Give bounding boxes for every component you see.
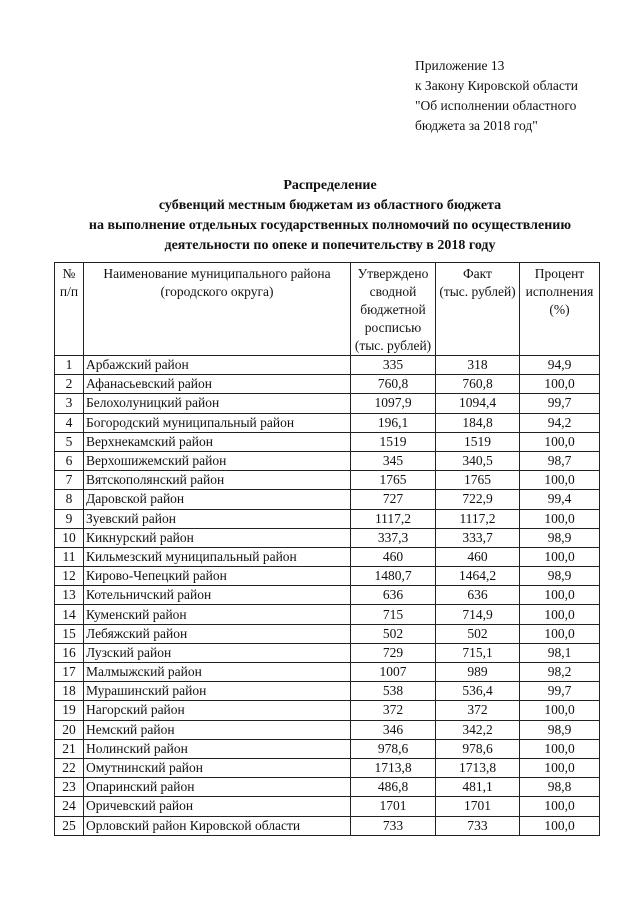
cell-name: Малмыжский район bbox=[84, 663, 351, 682]
cell-approved: 1117,2 bbox=[351, 509, 436, 528]
cell-name: Кикнурский район bbox=[84, 528, 351, 547]
cell-name: Богородский муниципальный район bbox=[84, 413, 351, 432]
cell-percent: 100,0 bbox=[520, 701, 600, 720]
cell-approved: 372 bbox=[351, 701, 436, 720]
cell-percent: 100,0 bbox=[520, 758, 600, 777]
document-title bbox=[40, 176, 620, 256]
cell-fact: 1713,8 bbox=[436, 758, 520, 777]
cell-approved: 538 bbox=[351, 682, 436, 701]
table-row bbox=[55, 413, 600, 432]
cell-approved: 345 bbox=[351, 451, 436, 470]
cell-percent: 100,0 bbox=[520, 509, 600, 528]
cell-name: Белохолуницкий район bbox=[84, 394, 351, 413]
cell-approved: 636 bbox=[351, 586, 436, 605]
cell-name: Лебяжский район bbox=[84, 624, 351, 643]
cell-num: 10 bbox=[55, 528, 84, 547]
table-row bbox=[55, 567, 600, 586]
cell-percent: 100,0 bbox=[520, 624, 600, 643]
table-row bbox=[55, 432, 600, 451]
cell-fact: 333,7 bbox=[436, 528, 520, 547]
cell-approved: 337,3 bbox=[351, 528, 436, 547]
table-row bbox=[55, 624, 600, 643]
cell-approved: 1519 bbox=[351, 432, 436, 451]
table-row bbox=[55, 663, 600, 682]
appendix-line: к Закону Кировской области bbox=[415, 78, 579, 93]
cell-num: 3 bbox=[55, 394, 84, 413]
cell-name: Орловский район Кировской области bbox=[84, 816, 351, 835]
cell-fact: 460 bbox=[436, 547, 520, 566]
table-row bbox=[55, 720, 600, 739]
cell-approved: 1713,8 bbox=[351, 758, 436, 777]
cell-num: 4 bbox=[55, 413, 84, 432]
cell-fact: 481,1 bbox=[436, 778, 520, 797]
cell-num: 18 bbox=[55, 682, 84, 701]
cell-num: 7 bbox=[55, 471, 84, 490]
cell-percent: 100,0 bbox=[520, 547, 600, 566]
cell-percent: 100,0 bbox=[520, 471, 600, 490]
cell-name: Оричевский район bbox=[84, 797, 351, 816]
table-row bbox=[55, 586, 600, 605]
table-row bbox=[55, 509, 600, 528]
cell-name: Кильмезский муниципальный район bbox=[84, 547, 351, 566]
cell-approved: 733 bbox=[351, 816, 436, 835]
cell-fact: 1519 bbox=[436, 432, 520, 451]
cell-name: Кирово-Чепецкий район bbox=[84, 567, 351, 586]
cell-fact: 1094,4 bbox=[436, 394, 520, 413]
cell-fact: 722,9 bbox=[436, 490, 520, 509]
cell-percent: 98,8 bbox=[520, 778, 600, 797]
cell-approved: 1701 bbox=[351, 797, 436, 816]
cell-fact: 1765 bbox=[436, 471, 520, 490]
cell-approved: 715 bbox=[351, 605, 436, 624]
cell-name: Вятскополянский район bbox=[84, 471, 351, 490]
cell-percent: 98,1 bbox=[520, 643, 600, 662]
header-fact: Факт (тыс. рублей) bbox=[436, 263, 520, 356]
title-line: Распределение bbox=[283, 178, 377, 193]
cell-num: 5 bbox=[55, 432, 84, 451]
cell-name: Омутнинский район bbox=[84, 758, 351, 777]
title-line: деятельности по опеке и попечительству в 2018 году bbox=[164, 238, 496, 253]
cell-percent: 98,9 bbox=[520, 528, 600, 547]
table-row bbox=[55, 471, 600, 490]
table-row bbox=[55, 605, 600, 624]
cell-num: 2 bbox=[55, 375, 84, 394]
cell-name: Нагорский район bbox=[84, 701, 351, 720]
table-row bbox=[55, 701, 600, 720]
cell-percent: 98,2 bbox=[520, 663, 600, 682]
cell-percent: 94,9 bbox=[520, 356, 600, 375]
cell-fact: 536,4 bbox=[436, 682, 520, 701]
cell-num: 17 bbox=[55, 663, 84, 682]
cell-approved: 196,1 bbox=[351, 413, 436, 432]
cell-approved: 335 bbox=[351, 356, 436, 375]
header-name: Наименование муниципального района (городского округа) bbox=[84, 263, 351, 356]
cell-num: 21 bbox=[55, 739, 84, 758]
cell-approved: 1480,7 bbox=[351, 567, 436, 586]
table-row bbox=[55, 490, 600, 509]
cell-percent: 100,0 bbox=[520, 797, 600, 816]
table-row bbox=[55, 758, 600, 777]
table-row bbox=[55, 451, 600, 470]
cell-percent: 98,7 bbox=[520, 451, 600, 470]
cell-percent: 99,7 bbox=[520, 394, 600, 413]
cell-fact: 989 bbox=[436, 663, 520, 682]
cell-fact: 715,1 bbox=[436, 643, 520, 662]
title-line: субвенций местным бюджетам из областного бюджета bbox=[158, 198, 502, 213]
cell-approved: 486,8 bbox=[351, 778, 436, 797]
appendix-block bbox=[415, 56, 578, 136]
table-row bbox=[55, 375, 600, 394]
cell-name: Верхнекамский район bbox=[84, 432, 351, 451]
cell-num: 15 bbox=[55, 624, 84, 643]
header-approved: Утверждено сводной бюджетной росписью (тыс. рублей) bbox=[351, 263, 436, 356]
table-row bbox=[55, 528, 600, 547]
cell-name: Зуевский район bbox=[84, 509, 351, 528]
cell-num: 14 bbox=[55, 605, 84, 624]
cell-percent: 100,0 bbox=[520, 432, 600, 451]
cell-fact: 1117,2 bbox=[436, 509, 520, 528]
cell-name: Афанасьевский район bbox=[84, 375, 351, 394]
appendix-line: Приложение 13 bbox=[415, 58, 505, 73]
title-line: на выполнение отдельных государственных полномочий по осуществлению bbox=[88, 218, 572, 233]
cell-percent: 100,0 bbox=[520, 375, 600, 394]
cell-num: 22 bbox=[55, 758, 84, 777]
cell-name: Опаринский район bbox=[84, 778, 351, 797]
cell-num: 16 bbox=[55, 643, 84, 662]
cell-fact: 502 bbox=[436, 624, 520, 643]
table-row bbox=[55, 682, 600, 701]
table-row bbox=[55, 547, 600, 566]
cell-name: Немский район bbox=[84, 720, 351, 739]
cell-num: 11 bbox=[55, 547, 84, 566]
cell-fact: 760,8 bbox=[436, 375, 520, 394]
cell-percent: 98,9 bbox=[520, 567, 600, 586]
cell-approved: 760,8 bbox=[351, 375, 436, 394]
cell-fact: 318 bbox=[436, 356, 520, 375]
cell-percent: 99,4 bbox=[520, 490, 600, 509]
cell-approved: 460 bbox=[351, 547, 436, 566]
table-row bbox=[55, 356, 600, 375]
cell-name: Арбажский район bbox=[84, 356, 351, 375]
cell-fact: 714,9 bbox=[436, 605, 520, 624]
table-row bbox=[55, 797, 600, 816]
appendix-line: бюджета за 2018 год" bbox=[415, 118, 538, 133]
cell-num: 1 bbox=[55, 356, 84, 375]
cell-num: 6 bbox=[55, 451, 84, 470]
cell-num: 25 bbox=[55, 816, 84, 835]
table-row bbox=[55, 739, 600, 758]
cell-num: 23 bbox=[55, 778, 84, 797]
cell-percent: 100,0 bbox=[520, 816, 600, 835]
cell-num: 13 bbox=[55, 586, 84, 605]
cell-fact: 184,8 bbox=[436, 413, 520, 432]
cell-fact: 342,2 bbox=[436, 720, 520, 739]
cell-approved: 978,6 bbox=[351, 739, 436, 758]
cell-fact: 978,6 bbox=[436, 739, 520, 758]
subvention-table bbox=[54, 262, 600, 836]
cell-name: Куменский район bbox=[84, 605, 351, 624]
cell-num: 19 bbox=[55, 701, 84, 720]
table-row bbox=[55, 816, 600, 835]
cell-num: 20 bbox=[55, 720, 84, 739]
cell-approved: 1097,9 bbox=[351, 394, 436, 413]
cell-percent: 99,7 bbox=[520, 682, 600, 701]
cell-fact: 372 bbox=[436, 701, 520, 720]
table-header-row bbox=[55, 263, 600, 356]
cell-num: 8 bbox=[55, 490, 84, 509]
header-num: № п/п bbox=[55, 263, 84, 356]
cell-approved: 729 bbox=[351, 643, 436, 662]
cell-name: Даровской район bbox=[84, 490, 351, 509]
cell-fact: 636 bbox=[436, 586, 520, 605]
cell-fact: 1701 bbox=[436, 797, 520, 816]
cell-name: Верхошижемский район bbox=[84, 451, 351, 470]
cell-name: Мурашинский район bbox=[84, 682, 351, 701]
table-row bbox=[55, 778, 600, 797]
cell-fact: 1464,2 bbox=[436, 567, 520, 586]
appendix-line: "Об исполнении областного bbox=[415, 98, 577, 113]
table-row bbox=[55, 394, 600, 413]
cell-percent: 100,0 bbox=[520, 605, 600, 624]
header-percent: Процент исполнения (%) bbox=[520, 263, 600, 356]
cell-approved: 502 bbox=[351, 624, 436, 643]
cell-approved: 727 bbox=[351, 490, 436, 509]
cell-percent: 94,2 bbox=[520, 413, 600, 432]
cell-approved: 1765 bbox=[351, 471, 436, 490]
cell-fact: 733 bbox=[436, 816, 520, 835]
cell-fact: 340,5 bbox=[436, 451, 520, 470]
cell-num: 9 bbox=[55, 509, 84, 528]
cell-name: Нолинский район bbox=[84, 739, 351, 758]
cell-name: Лузский район bbox=[84, 643, 351, 662]
cell-approved: 1007 bbox=[351, 663, 436, 682]
table-row bbox=[55, 643, 600, 662]
cell-percent: 100,0 bbox=[520, 586, 600, 605]
cell-name: Котельничский район bbox=[84, 586, 351, 605]
cell-approved: 346 bbox=[351, 720, 436, 739]
cell-percent: 100,0 bbox=[520, 739, 600, 758]
cell-num: 12 bbox=[55, 567, 84, 586]
cell-percent: 98,9 bbox=[520, 720, 600, 739]
cell-num: 24 bbox=[55, 797, 84, 816]
